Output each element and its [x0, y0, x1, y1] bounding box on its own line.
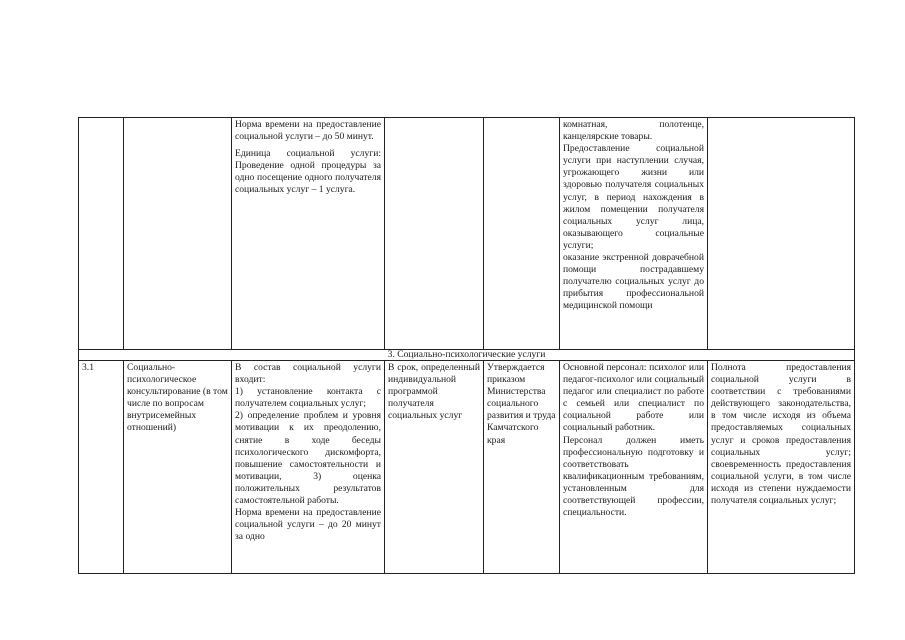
description-text: Норма времени на предоставление социальной услуги – до 20 минут за одно: [235, 507, 381, 543]
table-row: [79, 361, 855, 574]
services-table: [78, 117, 855, 574]
cell-quality: [708, 118, 855, 350]
conditions-text: комнатная, полотенце, канцелярские товары.: [563, 119, 704, 143]
conditions-text: оказание экстренной доврачебной помощи пострадавшему получателю социальных услуг до прибытия профессиональной медицинской помощи: [563, 252, 704, 312]
cell-term: В срок, определенный индивидуальной программой получателя социальных услуг: [385, 361, 484, 574]
cell-conditions: [560, 118, 708, 350]
description-text: 1) установление контакта с получателем социальных услуг;: [235, 386, 381, 410]
cell-name: [124, 118, 232, 350]
cell-quality: Полнота предоставления социальной услуги в соответствии с требованиями действующего законодательства, в том числе исходя из объема предоставляемых социальных услуг и сроков предоставления социальных услуг; своевременность предоставления социальной услуги, в том числе исходя из степени нуждаемости получателя социальных услуг;: [708, 361, 855, 574]
cell-description: [232, 361, 385, 574]
conditions-text: Основной персонал: психолог или педагог-психолог или социальный педагог или специалист по работе с семьей или специалист по социальной работе или социальный работник.: [563, 362, 704, 434]
description-text: В состав социальной услуги входит:: [235, 362, 381, 386]
cell-tariff: [484, 118, 560, 350]
cell-number: [79, 118, 124, 350]
table-row: [79, 118, 855, 350]
time-norm-text: Норма времени на предоставление социальной услуги – до 50 минут.: [235, 119, 381, 143]
cell-term: [385, 118, 484, 350]
section-heading-row: [79, 350, 855, 361]
description-text: 2) определение проблем и уровня мотивации к их преодолению, снятие в ходе беседы психологического дискомфорта, повышение самостоятельности и мотивации, 3) оценка положительных результатов самостоятельной работы.: [235, 410, 381, 507]
section-heading: 3. Социально-психологические услуги: [79, 350, 855, 361]
cell-tariff: Утверждается приказом Министерства социального развития и труда Камчатского края: [484, 361, 560, 574]
service-unit-text: Единица социальной услуги: Проведение одной процедуры за одно посещение одного получателя социальных услуг – 1 услуга.: [235, 148, 381, 196]
cell-name: Социально-психологическое консультирование (в том числе по вопросам внутрисемейных отношений): [124, 361, 232, 574]
cell-description: [232, 118, 385, 350]
cell-number: 3.1: [79, 361, 124, 574]
conditions-text: Предоставление социальной услуги при наступлении случая, угрожающего жизни или здоровью получателя социальных услуг, в период нахождения в жилом помещении получателя социальных услуг лица, оказывающего социальные услуги;: [563, 143, 704, 251]
cell-conditions: [560, 361, 708, 574]
conditions-text: Персонал должен иметь профессиональную подготовку и соответствовать квалификационным требованиям, установленным для соответствующей профессии, специальности.: [563, 434, 704, 519]
